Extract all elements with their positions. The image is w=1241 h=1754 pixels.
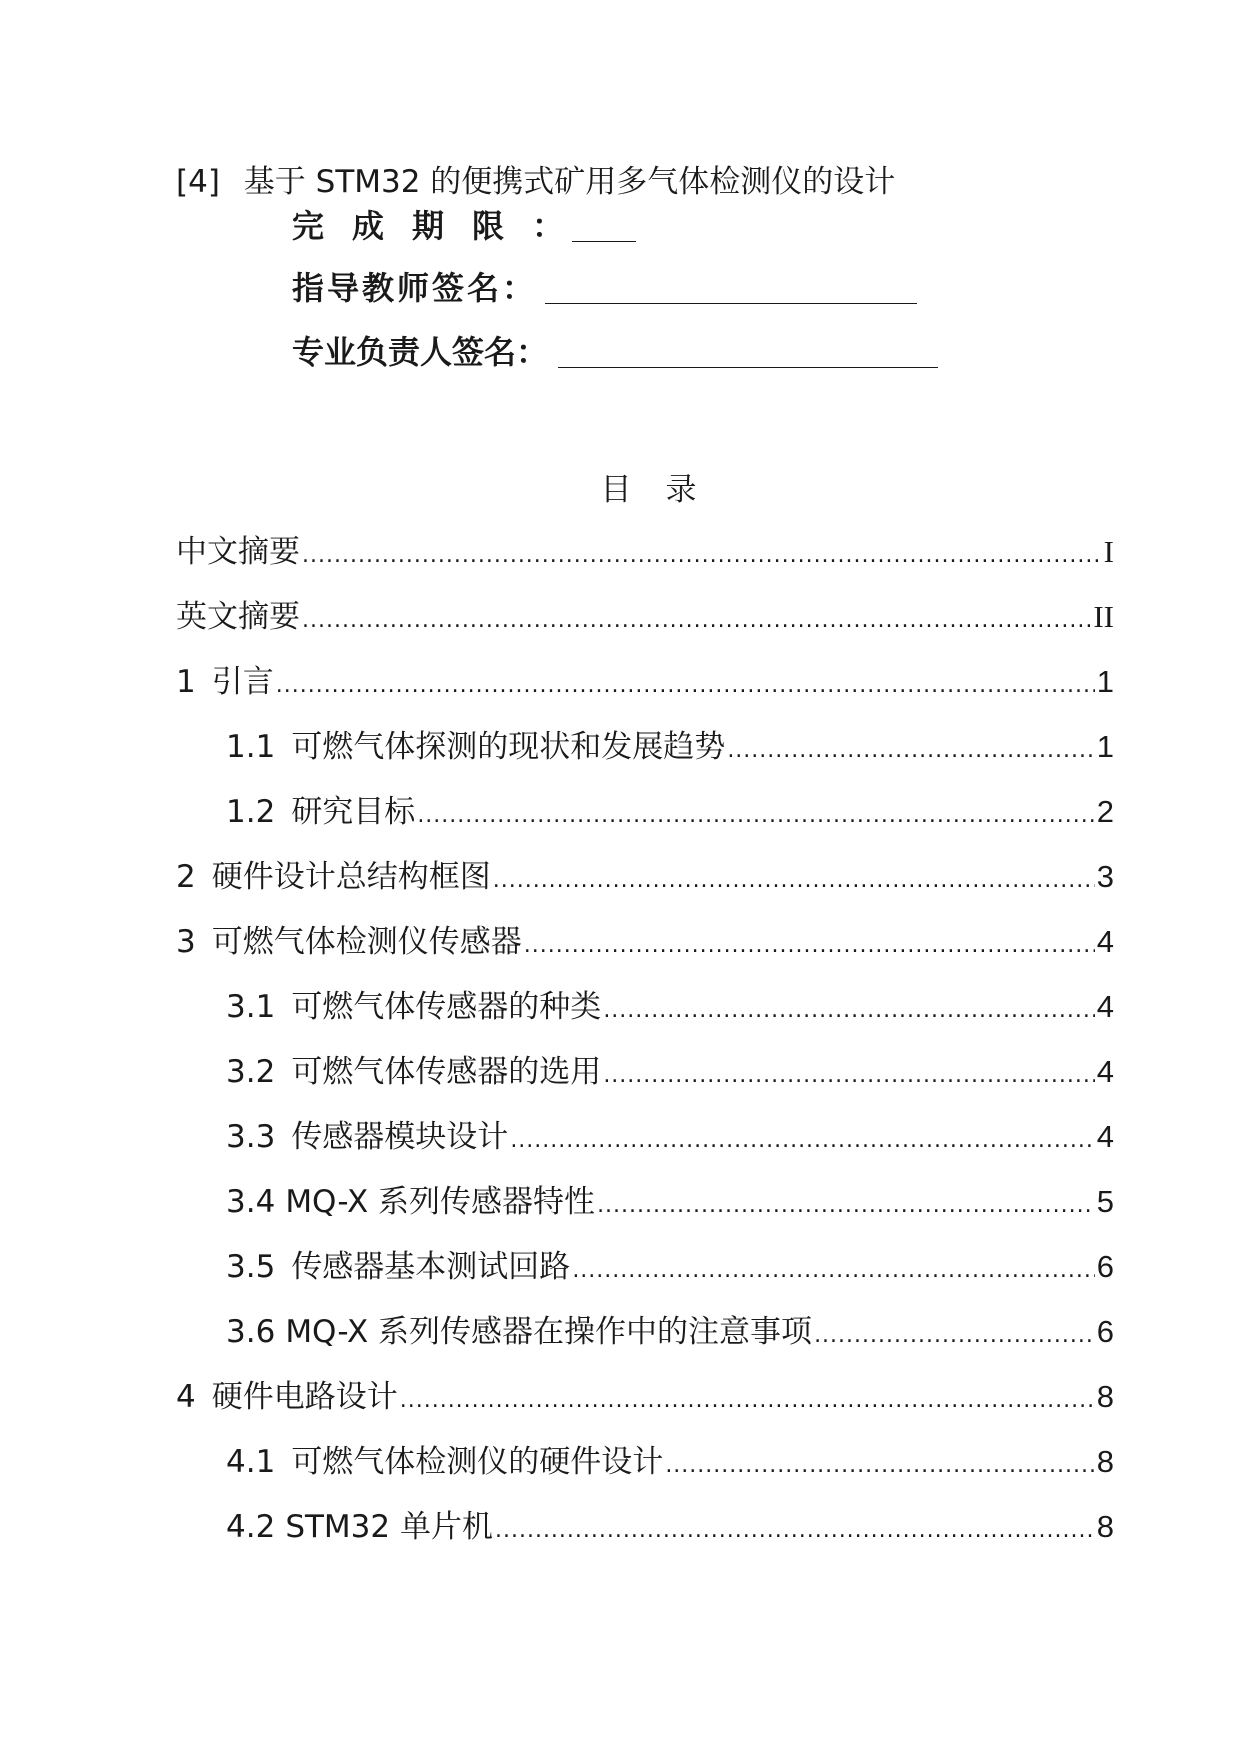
toc-item-page: 6: [1096, 1314, 1114, 1349]
toc-item[interactable]: [176, 1310, 1114, 1375]
toc-item-title: 可燃气体传感器的选用: [291, 1054, 602, 1090]
toc-item-number: 1.2: [226, 794, 276, 830]
toc-leader-dots: [597, 1184, 1095, 1228]
head-signature-field: [292, 330, 938, 374]
toc-item-title: MQ-X 系列传感器在操作中的注意事项: [285, 1314, 813, 1350]
toc-item[interactable]: [176, 920, 1114, 985]
advisor-signature-field: [292, 266, 917, 310]
toc-item-title: 研究目标: [291, 794, 416, 830]
toc-item-page: 1: [1096, 664, 1114, 699]
toc-item[interactable]: [176, 855, 1114, 920]
toc-leader-dots: [493, 859, 1095, 903]
toc-item-number: 3.4: [226, 1184, 276, 1220]
toc-item-number: 3.2: [226, 1054, 276, 1090]
toc-leader-dots: [603, 989, 1094, 1033]
toc-leader-dots: [417, 794, 1094, 838]
toc-item-number: 3: [176, 924, 196, 960]
toc-item[interactable]: [176, 1505, 1114, 1570]
toc-leader-dots: [302, 534, 1102, 578]
toc-leader-dots: [400, 1379, 1095, 1423]
toc-item-number: 3.3: [226, 1119, 276, 1155]
toc-title: 目录: [600, 472, 731, 508]
deadline-blank: [572, 240, 636, 242]
toc-leader-dots: [276, 664, 1095, 708]
toc-item-page: 8: [1096, 1444, 1114, 1479]
reference-entry: [176, 160, 895, 204]
toc-item-title: MQ-X 系列传感器特性: [285, 1184, 596, 1220]
toc-leader-dots: [727, 729, 1094, 773]
toc-item-title: 硬件设计总结构框图: [211, 859, 491, 895]
toc-item[interactable]: [176, 595, 1114, 660]
toc-item-number: 1: [176, 664, 196, 700]
toc-item[interactable]: [176, 985, 1114, 1050]
toc-leader-dots: [524, 924, 1095, 968]
toc-leader-dots: [814, 1314, 1095, 1358]
toc-leader-dots: [510, 1119, 1094, 1163]
head-signature-blank: [558, 366, 938, 368]
toc-leader-dots: [603, 1054, 1094, 1098]
toc-item[interactable]: [176, 790, 1114, 855]
toc-item-number: 3.1: [226, 989, 276, 1025]
deadline-field: [292, 204, 636, 248]
toc-item-number: 4.2: [226, 1509, 276, 1545]
toc-item[interactable]: [176, 660, 1114, 725]
toc-item-page: 4: [1096, 1054, 1114, 1089]
toc-item-page: II: [1093, 599, 1114, 634]
toc-leader-dots: [495, 1509, 1095, 1553]
toc-item[interactable]: [176, 1180, 1114, 1245]
toc-item-number: 3.5: [226, 1249, 276, 1285]
toc-item-page: 1: [1096, 729, 1114, 764]
advisor-signature-label: 指导教师签名：: [292, 269, 538, 307]
toc-item-number: 4: [176, 1379, 196, 1415]
toc-item-page: 4: [1096, 989, 1114, 1024]
toc-item-number: 3.6: [226, 1314, 276, 1350]
toc-item[interactable]: [176, 1245, 1114, 1310]
toc-item-title: STM32 单片机: [285, 1509, 493, 1545]
toc-item[interactable]: [176, 725, 1114, 790]
toc-leader-dots: [302, 599, 1091, 643]
toc-item-title: 引言: [211, 664, 274, 700]
toc-item-number: 1.1: [226, 729, 276, 765]
toc-item-title: 中文摘要: [176, 534, 300, 570]
toc-item-page: 8: [1096, 1509, 1114, 1544]
toc-item-page: I: [1103, 534, 1114, 569]
toc-item-page: 4: [1096, 924, 1114, 959]
toc-list: [176, 530, 1114, 1570]
toc-leader-dots: [665, 1444, 1094, 1488]
toc-item-title: 可燃气体传感器的种类: [291, 989, 602, 1025]
toc-item-page: 5: [1096, 1184, 1114, 1219]
toc-item-title: 硬件电路设计: [211, 1379, 398, 1415]
toc-item-page: 2: [1096, 794, 1114, 829]
toc-item-title: 可燃气体探测的现状和发展趋势: [291, 729, 726, 765]
toc-item-title: 英文摘要: [176, 599, 300, 635]
toc-item-title: 传感器基本测试回路: [291, 1249, 571, 1285]
reference-number: [4]: [176, 164, 220, 200]
toc-item-number: 2: [176, 859, 196, 895]
toc-item-number: 4.1: [226, 1444, 276, 1480]
toc-leader-dots: [572, 1249, 1094, 1293]
toc-item[interactable]: [176, 1375, 1114, 1440]
toc-item-title: 可燃气体检测仪传感器: [211, 924, 522, 960]
toc-item-page: 8: [1096, 1379, 1114, 1414]
toc-item[interactable]: [176, 530, 1114, 595]
reference-title: 基于 STM32 的便携式矿用多气体检测仪的设计: [243, 164, 896, 200]
toc-item-page: 3: [1096, 859, 1114, 894]
toc-item-page: 4: [1096, 1119, 1114, 1154]
head-signature-label: 专业负责人签名：: [292, 333, 549, 371]
toc-item-title: 传感器模块设计: [291, 1119, 509, 1155]
deadline-label: 完成期限：: [292, 207, 593, 245]
advisor-signature-blank: [545, 302, 917, 304]
toc-item-page: 6: [1096, 1249, 1114, 1284]
toc-item[interactable]: [176, 1115, 1114, 1180]
toc-item[interactable]: [176, 1050, 1114, 1115]
toc-item-title: 可燃气体检测仪的硬件设计: [291, 1444, 664, 1480]
toc-item[interactable]: [176, 1440, 1114, 1505]
